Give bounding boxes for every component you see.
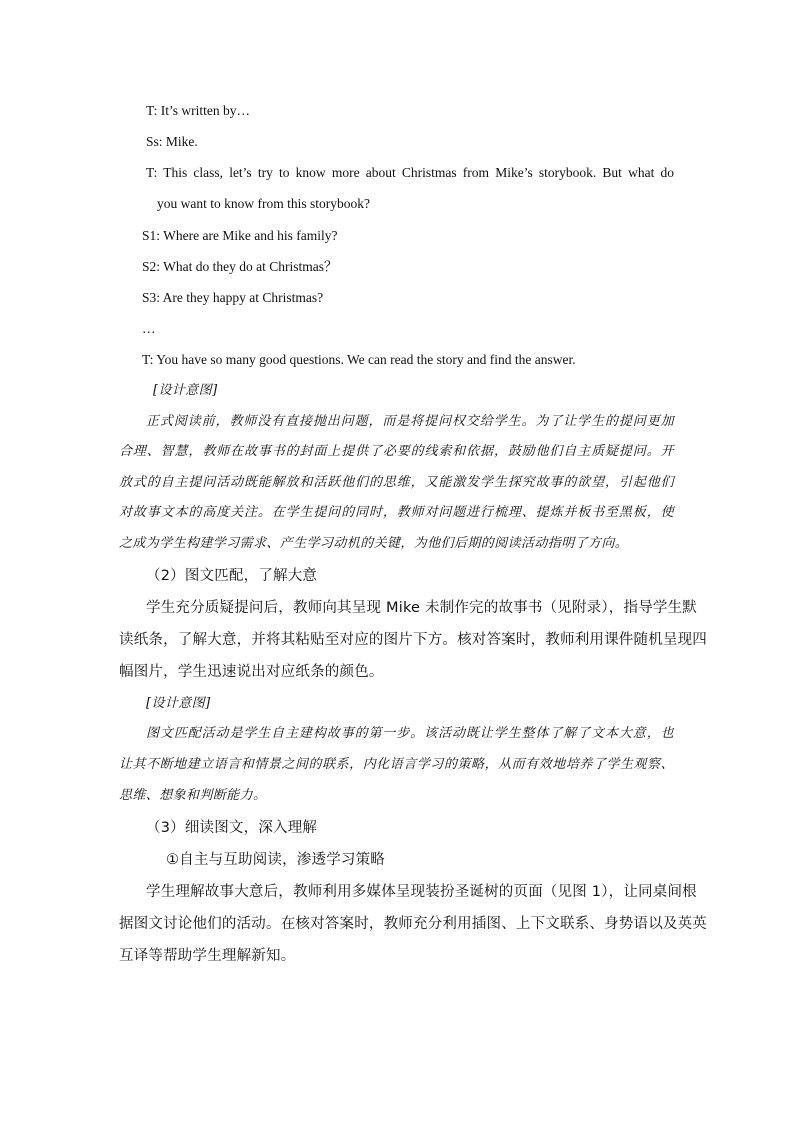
dialogue-line-s2: S2: What do they do at Christmas？ bbox=[142, 259, 338, 274]
dialogue-line-t3: T: You have so many good questions. We can read the story and find the answer. bbox=[142, 352, 576, 367]
design-intent-heading: [设计意图] bbox=[153, 383, 218, 398]
section-heading: （3）细读图文，深入理解 bbox=[146, 820, 318, 836]
dialogue-line-s3: S3: Are they happy at Christmas? bbox=[142, 290, 324, 305]
design-intent-line: 之成为学生构建学习需求、产生学习动机的关键，为他们后期的阅读活动指明了方向。 bbox=[119, 536, 629, 551]
paragraph-line: 读纸条，了解大意，并将其粘贴至对应的图片下方。核对答案时，教师利用课件随机呈现四 bbox=[119, 632, 707, 648]
paragraph-line: 学生理解故事大意后，教师利用多媒体呈现装扮圣诞树的页面（见图 1），让同桌间根 bbox=[146, 884, 697, 900]
design-intent-line: 让其不断地建立语言和情景之间的联系，内化语言学习的策略，从而有效地培养了学生观察、 bbox=[119, 757, 674, 772]
paragraph-line: 互译等帮助学生理解新知。 bbox=[119, 948, 296, 964]
dialogue-line-t2-1: T: This class, let’s try to know more about Christmas from Mike’s storybook. But what do bbox=[146, 165, 674, 180]
design-intent-line: 合理、智慧，教师在故事书的封面上提供了必要的线索和依据，鼓励他们自主质疑提问。开 bbox=[119, 444, 674, 459]
section-heading: （2）图文匹配，了解大意 bbox=[146, 568, 318, 584]
dialogue-line-t2-2: you want to know from this storybook? bbox=[157, 196, 370, 211]
dialogue-line-s1: S1: Where are Mike and his family? bbox=[142, 228, 338, 243]
design-intent-line: 放式的自主提问活动既能解放和活跃他们的思维，又能激发学生探究故事的欲望，引起他们 bbox=[119, 475, 674, 490]
design-intent-line: 图文匹配活动是学生自主建构故事的第一步。该活动既让学生整体了解了文本大意，也 bbox=[146, 726, 674, 741]
design-intent-line: 正式阅读前，教师没有直接抛出问题，而是将提问权交给学生。为了让学生的提问更加 bbox=[146, 414, 674, 429]
dialogue-line-t1: T: It’s written by… bbox=[146, 103, 250, 118]
paragraph-line: 幅图片，学生迅速说出对应纸条的颜色。 bbox=[119, 664, 384, 680]
dialogue-line-ss1: Ss: Mike. bbox=[146, 134, 198, 149]
dialogue-ellipsis: … bbox=[142, 321, 156, 336]
design-intent-line: 思维、想象和判断能力。 bbox=[119, 788, 267, 803]
paragraph-line: 学生充分质疑提问后，教师向其呈现 Mike 未制作完的故事书（见附录），指导学生默 bbox=[146, 600, 698, 616]
design-intent-line: 对故事文本的高度关注。在学生提问的同时，教师对问题进行梳理、提炼并板书至黑板，使 bbox=[119, 505, 674, 520]
paragraph-line: 据图文讨论他们的活动。在核对答案时，教师充分利用插图、上下文联系、身势语以及英英 bbox=[119, 916, 707, 932]
subsection-heading: ①自主与互助阅读，渗透学习策略 bbox=[166, 852, 385, 868]
design-intent-heading: [设计意图] bbox=[146, 696, 211, 711]
